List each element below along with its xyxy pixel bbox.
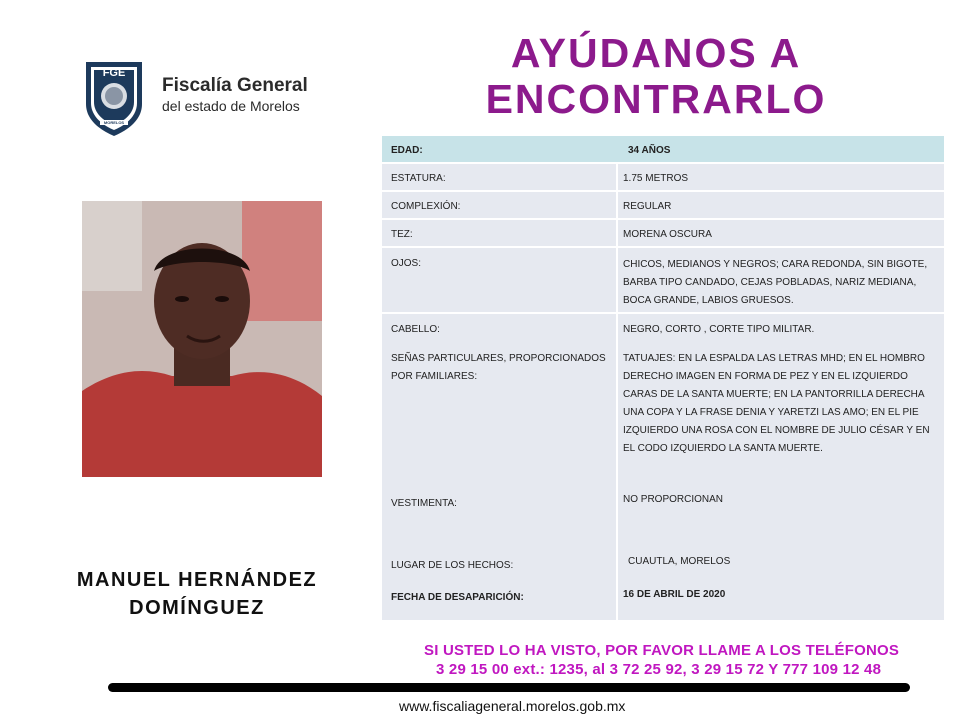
headline-line1: AYÚDANOS A xyxy=(510,30,802,76)
website-link[interactable]: www.fiscaliageneral.morelos.gob.mx xyxy=(399,698,626,714)
divider-bar xyxy=(108,683,910,692)
org-subtitle: del estado de Morelos xyxy=(162,98,300,114)
row-tez xyxy=(382,220,944,248)
person-name-line1: MANUEL HERNÁNDEZ xyxy=(76,569,318,591)
estatura-value: 1.75 METROS xyxy=(623,173,689,184)
senas-label: SEÑAS PARTICULARES, PROPORCIONADOS POR FAMILIARES: xyxy=(391,353,606,382)
ojos-label: OJOS: xyxy=(391,258,422,269)
headline-line2: ENCONTRARLO xyxy=(485,76,827,122)
missing-person-photo xyxy=(82,201,322,477)
estatura-label: ESTATURA: xyxy=(391,173,446,184)
cabello-value: NEGRO, CORTO , CORTE TIPO MILITAR. xyxy=(623,324,815,335)
person-name-line2: DOMÍNGUEZ xyxy=(129,597,265,619)
row-complexion xyxy=(382,192,944,220)
badge-text: FGE xyxy=(102,67,126,79)
lugar-label: LUGAR DE LOS HECHOS: xyxy=(391,560,514,571)
person-name xyxy=(62,566,332,622)
row-ojos xyxy=(382,248,944,314)
vestimenta-value: NO PROPORCIONAN xyxy=(623,494,724,505)
complexion-value: REGULAR xyxy=(623,201,672,212)
vestimenta-label: VESTIMENTA: xyxy=(391,498,457,509)
fge-logo xyxy=(80,58,330,140)
row-details xyxy=(382,314,944,620)
org-name: Fiscalía General xyxy=(162,75,308,96)
fecha-value: 16 DE ABRIL DE 2020 xyxy=(623,589,726,600)
ojos-value: CHICOS, MEDIANOS Y NEGROS; CARA REDONDA, SIN BIGOTE, BARBA TIPO CANDADO, CEJAS POBLADAS, NARIZ MEDIANA, BOCA GRANDE, LABIOS GRUESOS. xyxy=(623,259,928,306)
cta-phone-numbers: 3 29 15 00 ext.: 1235, al 3 72 25 92, 3 29 15 72 Y 777 109 12 48 xyxy=(436,661,882,678)
headline xyxy=(436,30,876,122)
edad-label: EDAD: xyxy=(391,145,423,156)
info-table xyxy=(382,136,944,620)
row-edad xyxy=(382,136,944,164)
edad-value: 34 AÑOS xyxy=(628,145,671,156)
complexion-label: COMPLEXIÓN: xyxy=(391,201,461,212)
tez-value: MORENA OSCURA xyxy=(623,229,712,240)
fecha-label: FECHA DE DESAPARICIÓN: xyxy=(391,592,524,603)
fge-badge-icon xyxy=(80,58,148,138)
badge-bottom-text: MORELOS xyxy=(103,120,125,125)
lugar-value: CUAUTLA, MORELOS xyxy=(628,556,731,567)
cabello-label: CABELLO: xyxy=(391,324,440,335)
senas-value: TATUAJES: EN LA ESPALDA LAS LETRAS MHD; EN EL HOMBRO DERECHO IMAGEN EN FORMA DE PEZ Y EN EL IZQUIERDO CARAS DE LA SANTA MUERTE; EN LA PANTORRILLA DERECHA UNA COPA Y LA FRASE DENIA Y YARETZI LAS AMO; EN EL PIE IZQUIERDO UNA ROSA CON EL NOMBRE DE JULIO CÉSAR Y EN EL CODO IZQUIERDO LA SANTA MUERTE. xyxy=(623,353,930,454)
cta-line1: SI USTED LO HA VISTO, POR FAVOR LLAME A LOS TELÉFONOS xyxy=(424,642,900,659)
row-estatura xyxy=(382,164,944,192)
tez-label: TEZ: xyxy=(391,229,413,240)
